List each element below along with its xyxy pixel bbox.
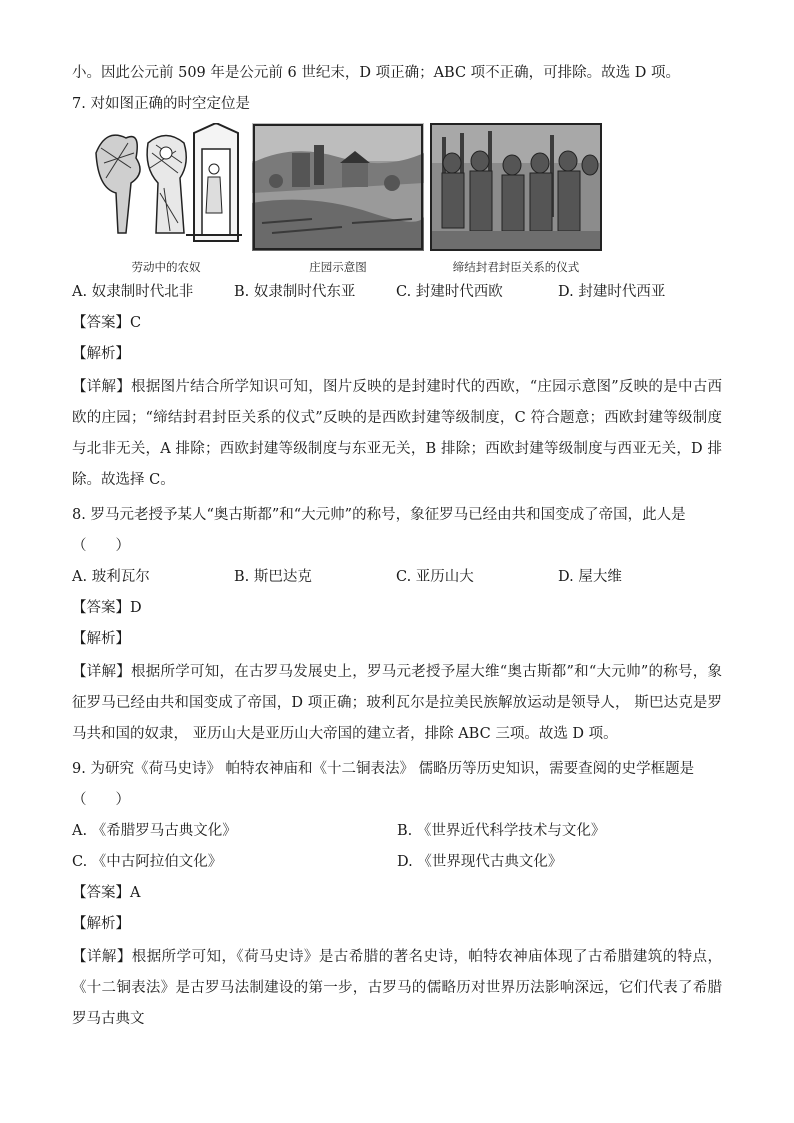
q8-option-b: B. 斯巴达克 — [234, 569, 312, 585]
q9-option-d: D. 《世界现代古典文化》 — [397, 854, 563, 870]
serfs-woodcut-image — [86, 123, 246, 251]
q8-option-a: A. 玻利瓦尔 — [72, 569, 150, 585]
q7-detail: 【详解】根据图片结合所学知识可知，图片反映的是封建时代的西欧，“庄园示意图”反映的是中古西欧的庄园；“缔结封君封臣关系的仪式”反映的是西欧封建等级制度，C 符合题意；西欧封建等级制度与北非无关，A 排除；西欧封建等级制度与东亚无关，B 排除；西欧封建等级制度与西亚无关，D 排除。故选择 C。 — [72, 379, 722, 488]
q7-option-c: C. 封建时代西欧 — [396, 284, 503, 300]
caption-serfs: 劳动中的农奴 — [131, 260, 201, 274]
q8-option-c: C. 亚历山大 — [396, 569, 474, 585]
figure-serfs — [86, 123, 246, 275]
q9-option-a: A. 《希腊罗马古典文化》 — [72, 823, 237, 839]
q9-stem: 9. 为研究《荷马史诗》 帕特农神庙和《十二铜表法》 儒略历等历史知识，需要查阅的史学框题是 — [72, 761, 695, 777]
intro-line: 小。因此公元前 509 年是公元前 6 世纪末，D 项正确；ABC 项不正确，可排除。故选 D 项。 — [72, 65, 681, 81]
q9-option-c: C. 《中古阿拉伯文化》 — [72, 854, 223, 870]
q9-answer: 【答案】A — [72, 885, 141, 901]
q8-detail: 【详解】根据所学可知，在古罗马发展史上，罗马元老授予屋大维“奥古斯都”和“大元帅”的称号，象征罗马已经由共和国变成了帝国，D 项正确；玻利瓦尔是拉美民族解放运动是领导人， 斯巴达克是罗马共和国的奴隶， 亚历山大是亚历山大帝国的建立者，排除 ABC 三项。故选 D 项。 — [72, 664, 722, 742]
manor-map-image — [252, 123, 424, 251]
q9-options-row2 — [72, 849, 722, 875]
ceremony-painting-image — [430, 123, 602, 251]
q8-stem: 8. 罗马元老授予某人“奥古斯都”和“大元帅”的称号，象征罗马已经由共和国变成了帝国，此人是 — [72, 507, 686, 523]
q7-answer: 【答案】C — [72, 315, 142, 331]
q9-detail: 【详解】根据所学可知，《荷马史诗》是古希腊的著名史诗，帕特农神庙体现了古希腊建筑的特点，《十二铜表法》是古罗马法制建设的第一步，古罗马的儒略历对世界历法影响深远，它们代表了希腊罗马古典文 — [72, 949, 722, 1027]
q9-paren: （ ） — [72, 792, 130, 808]
q8-answer: 【答案】D — [72, 600, 142, 616]
q8-paren: （ ） — [72, 538, 130, 554]
q7-option-d: D. 封建时代西亚 — [558, 284, 666, 300]
caption-manor: 庄园示意图 — [309, 260, 367, 274]
q8-analysis-label: 【解析】 — [72, 631, 130, 647]
q8-option-d: D. 屋大维 — [558, 569, 622, 585]
figure-ceremony — [430, 123, 602, 275]
q7-option-b: B. 奴隶制时代东亚 — [234, 284, 356, 300]
caption-ceremony: 缔结封君封臣关系的仪式 — [452, 260, 580, 274]
document-page — [72, 60, 722, 1035]
q7-options — [72, 279, 722, 305]
q7-option-a: A. 奴隶制时代北非 — [72, 284, 194, 300]
q9-options-row1 — [72, 818, 722, 844]
q8-options — [72, 564, 722, 590]
q9-option-b: B. 《世界近代科学技术与文化》 — [397, 823, 606, 839]
q7-figures — [86, 123, 722, 275]
q7-stem: 7. 对如图正确的时空定位是 — [72, 96, 250, 112]
figure-manor — [252, 123, 424, 275]
q9-analysis-label: 【解析】 — [72, 916, 130, 932]
q7-analysis-label: 【解析】 — [72, 346, 130, 362]
